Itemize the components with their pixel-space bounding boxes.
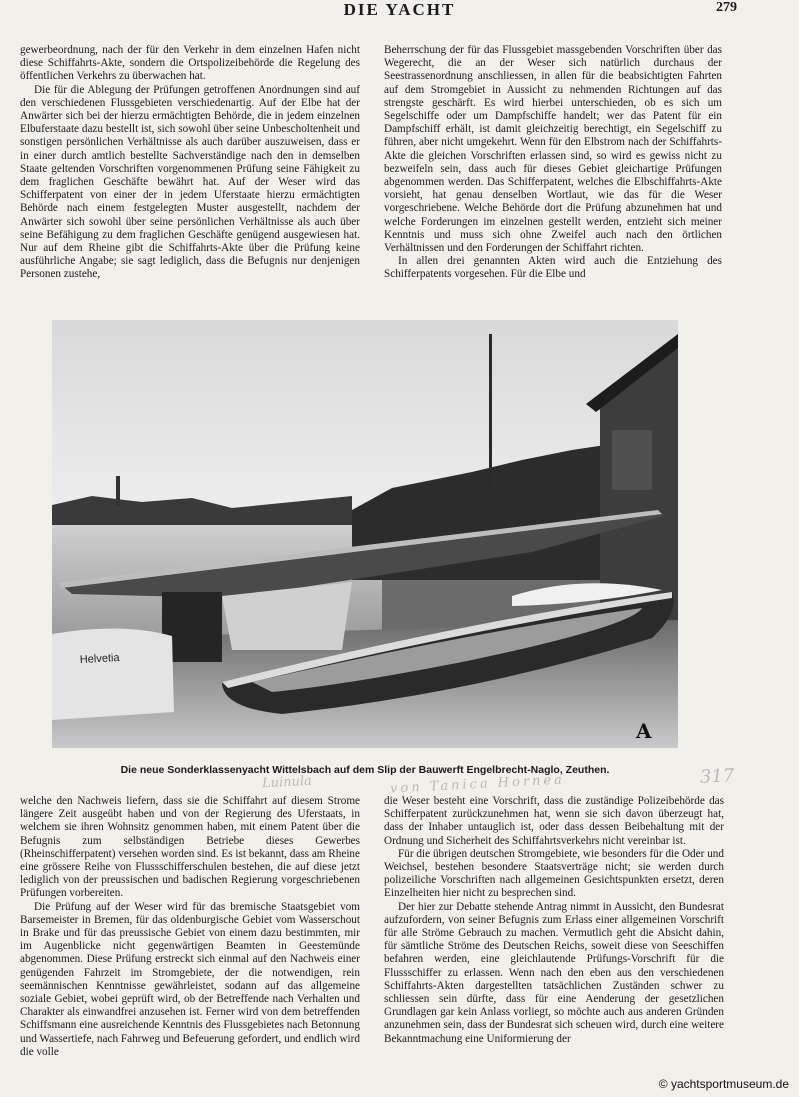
column-bottom-left — [20, 795, 360, 1059]
page-header — [0, 0, 799, 28]
paragraph: die Weser besteht eine Vorschrift, dass die zuständige Polizeibehörde das Schifferpatent zurückzunehmen hat, wenn sie sich davon überzeugt hat, dass der Inhaber untauglich ist, oder dass dessen Beibehaltung mit der Ordnung und Sicherheit des Schiffahrtsverkehrs nicht vereinbar ist. — [384, 795, 724, 847]
chimney — [116, 476, 120, 506]
handwritten-annotation: Luinula — [261, 773, 313, 792]
column-top-left — [20, 44, 360, 282]
journal-title: DIE YACHT — [343, 0, 456, 19]
page-number: 279 — [716, 0, 737, 15]
paragraph: Für die übrigen deutschen Stromgebiete, wie besonders für die Oder und Weichsel, bestehen besondere Staatsverträge nicht; sie werden durch polizeiliche Vorschriften nach allgemeinen Gesichtspunkten ersetzt, deren Einzelheiten hier nicht zu besprechen sind. — [384, 847, 724, 900]
paragraph: In allen drei genannten Akten wird auch die Entziehung des Schifferpatents vorgesehen. Für die Elbe und — [384, 255, 722, 281]
paragraph: Die Prüfung auf der Weser wird für das bremische Staatsgebiet vom Barsemeister in Bremen, für das oldenburgische Gebiet vom Wasserschout in Brake und für das preussische Gebiet von einem dazu bestimmten, mir im Augenblicke nicht gegenwärtigen Beamten in Geestemünde abgenommen. Diese Prüfung erstreckt sich einmal auf den Nachweis einer genügenden Fahrzeit im Stromgebiete, der die notwendigen, rein seemännischen Kenntnisse gewährleistet, sodann auf das allgemeine soziale Gebiet, wobei geprüft wird, ob der Betreffende nach Verhalten und Charakter als einwandfrei anzusehen ist. Ferner wird von dem betreffenden Schiffsmann eine ausreichende Kenntnis des Flussgebietes nach Betonnung und Wassertiefe, nach Fahrweg und Befeuerung gefordert, und endlich wird die volle — [20, 900, 360, 1058]
column-bottom-right — [384, 795, 724, 1046]
paragraph: Der hier zur Debatte stehende Antrag nimmt in Aussicht, den Bundesrat aufzufordern, von seiner Befugnis zum Erlass einer allgemeinen Vorschrift für alle Ströme Gebrauch zu machen. Vermutlich geht die Absicht dahin, für sämtliche Ströme des Deutschen Reichs, soweit diese von Seeschiffen befahren werden, eine gleichlautende Prüfungs-Vorschrift für die Flussschiffer zu erlassen. Wenn nach den eben aus den verschiedenen Schiffahrts-Akten dargestellten tatsächlichen Zuständen schwer zu schliessen sein dürfte, dass für eine Aenderung der gesetzlichen Grundlagen gar kein Anlass vorliegt, so möchte auch aus anderen Gründen anzunehmen sein, dass der Bundesrat sich scheuen wird, durch eine weitere Bekanntmachung eine Uniformierung der — [384, 900, 724, 1045]
boathouse-window — [612, 430, 652, 490]
photo-caption: Die neue Sonderklassenyacht Wittelsbach auf dem Slip der Bauwerft Engelbrecht-Naglo, Zeuthen. — [120, 764, 610, 776]
yacht-photograph — [52, 320, 678, 748]
copyright-watermark: © yachtsportmuseum.de — [658, 1077, 789, 1091]
paragraph: Beherrschung der für das Flussgebiet massgebenden Vorschriften über das Wegerecht, die an der Weser sich natürlich durchaus der Seestrassenordnung anschliessen, in allen für die beabsichtigten Fahrten auf dem Stromgebiet in Aussicht zu nehmenden Richtungen auf das strengste geschärft. Es wird hierbei unterschieden, ob es sich um Segelschiffe oder um Dampfschiffe handelt; wer das Patent für ein Dampfschiff erhält, ist damit gleichzeitig berechtigt, ein Segelschiff zu führen, aber nicht umgekehrt. Wenn für den Elbstrom nach der Schiffahrts-Akte die gleichen Vorschriften erlassen sind, so wird es gewiss nicht zu bezweifeln sein, dass auch für dieses Gebiet gleichartige Prüfungen abgenommen werden. Das Schifferpatent, welches die Elbschiffahrts-Akte vorsieht, hat genau denselben Wortlaut, wie das für die Weser vorgeschriebene. Welche Behörde dort die Prüfung abzunehmen hat und welche Forderungen im einzelnen gestellt werden, entzieht sich meiner Kenntnis und muss sich ohne Zweifel auch nach den örtlichen Verhältnissen und den Forderungen der Schiffahrt richten. — [384, 44, 722, 255]
boat-name: Helvetia — [79, 651, 120, 666]
paragraph: Die für die Ablegung der Prüfungen getroffenen Anordnungen sind auf den verschiedenen Flussgebieten verschiedenartig. Auf der Elbe hat der Anwärter sich bei der hierzu ermächtigten Behörde, die in jedem einzelnen Elbuferstaate dazu bestellt ist, sich sowohl über seine Unbescholtenheit und sonstigen persönlichen Verhältnisse als auch darüber auszuweisen, dass er in einer durch amtlich bestellte Sachverständige nach den in demselben Staate geltenden Vorschriften vorgenommenen Prüfung seine Fähigkeit zu dem fraglichen Geschäfte bewährt hat. Auf der Weser wird das Schifferpatent von einer der in jedem Uferstaate hierzu ermächtigten Behörde nach einem festgelegten Muster ausgestellt, nachdem der Anwärter sich sowohl über seine persönlichen Verhältnisse als auch über seine Befähigung zu dem fraglichen Geschäfte genügend ausgewiesen hat. Nur auf dem Rheine gibt die Schiffahrts-Akte über die Prüfung keine ausführliche Angabe; sie sagt lediglich, dass die Befugnis nur denjenigen Personen zustehe, — [20, 83, 360, 281]
handwritten-annotation: 317 — [699, 765, 735, 788]
mast — [489, 334, 492, 494]
paragraph: welche den Nachweis liefern, dass sie die Schiffahrt auf diesem Strome längere Zeit ausgeübt haben und von der Regierung des Uferstaats, in welchem sie ihren Wohnsitz genommen haben, mit einem Patent über die Befugnis zum selbständigen Betriebe dieses Gewerbes (Rheinschifferpatent) versehen worden sind. Es ist bekannt, dass am Rheine eine grössere Reihe von Flussschifferschulen bestehen, die auf diese jetzt lediglich von der preussischen und badischen Regierung vorgeschriebenen Prüfungen vorbereiten. — [20, 795, 360, 900]
photo-monogram: A — [636, 719, 652, 743]
column-top-right — [384, 44, 722, 282]
handwritten-annotation: von Tanica Hornea — [389, 772, 566, 797]
paragraph: gewerbeordnung, nach der für den Verkehr in dem einzelnen Hafen nicht diese Schiffahrts-Akte, sondern die Ortspolizeibehörde die Regelung des öffentlichen Verkehrs zu überwachen hat. — [20, 44, 360, 83]
photo-scene — [52, 320, 678, 748]
rowing-boat-left — [52, 628, 174, 720]
